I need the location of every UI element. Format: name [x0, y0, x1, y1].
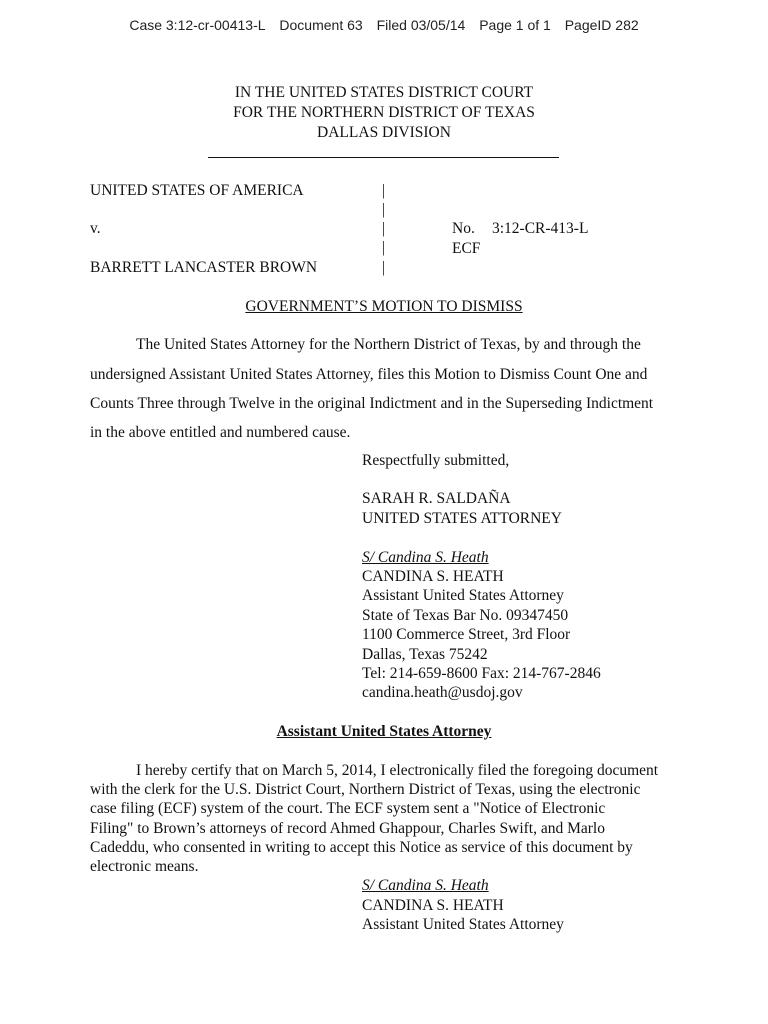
certificate-signature: S/ Candina S. Heath: [362, 877, 489, 894]
signer-name: CANDINA S. HEATH: [362, 568, 504, 585]
court-name-line2: FOR THE NORTHERN DISTRICT OF TEXAS: [233, 104, 535, 121]
filing-header: [0, 17, 768, 33]
filed-date-stamp: Filed 03/05/14: [376, 17, 466, 33]
signer-title: Assistant United States Attorney: [362, 587, 564, 604]
caption-separator: |: [382, 201, 386, 218]
closing: Respectfully submitted,: [362, 452, 510, 469]
page-id-stamp: PageID 282: [564, 17, 639, 33]
caption-separator: |: [382, 182, 386, 199]
us-attorney-name: SARAH R. SALDAÑA: [362, 490, 511, 507]
case-number: 3:12-CR-413-L: [492, 220, 589, 237]
certificate-body-line: I hereby certify that on March 5, 2014, I electronically filed the foregoing document: [136, 762, 659, 779]
caption-plaintiff: UNITED STATES OF AMERICA: [90, 182, 304, 199]
motion-body-line: undersigned Assistant United States Attorney, files this Motion to Dismiss Count One and: [90, 366, 648, 383]
certificate-body-line: case filing (ECF) system of the court. The ECF system sent a "Notice of Electronic: [90, 800, 606, 817]
caption-separator: |: [382, 239, 386, 256]
certificate-body-line: Cadeddu, who consented in writing to accept this Notice as service of this document by: [90, 839, 633, 856]
certificate-signer-name: CANDINA S. HEATH: [362, 897, 504, 914]
case-number-label: No.: [452, 220, 475, 237]
certificate-body-line: Filing" to Brown’s attorneys of record Ahmed Ghappour, Charles Swift, and Marlo: [90, 820, 605, 837]
ecf-label: ECF: [452, 240, 481, 257]
caption-separator: |: [382, 259, 386, 276]
us-attorney-title: UNITED STATES ATTORNEY: [362, 510, 562, 527]
caption-versus: v.: [90, 220, 101, 237]
motion-body-line: Counts Three through Twelve in the original Indictment and in the Superseding Indictment: [90, 395, 654, 412]
motion-body-line: The United States Attorney for the Northern District of Texas, by and through the: [136, 336, 641, 353]
caption-separator: |: [382, 220, 386, 237]
motion-body-line: in the above entitled and numbered cause.: [90, 424, 351, 441]
address-line2: Dallas, Texas 75242: [362, 646, 488, 663]
certificate-title: Assistant United States Attorney: [276, 723, 492, 740]
email: candina.heath@usdoj.gov: [362, 684, 523, 701]
motion-title: GOVERNMENT’S MOTION TO DISMISS: [245, 298, 523, 315]
court-division: DALLAS DIVISION: [317, 124, 451, 141]
page-count-stamp: Page 1 of 1: [479, 17, 551, 33]
bar-number: State of Texas Bar No. 09347450: [362, 607, 569, 624]
caption-defendant: BARRETT LANCASTER BROWN: [90, 259, 318, 276]
certificate-body-line: electronic means.: [90, 858, 199, 875]
certificate-body-line: with the clerk for the U.S. District Court, Northern District of Texas, using the electronic: [90, 781, 641, 798]
court-name-line1: IN THE UNITED STATES DISTRICT COURT: [234, 84, 534, 101]
electronic-signature: S/ Candina S. Heath: [362, 549, 489, 566]
case-number-stamp: Case 3:12-cr-00413-L: [129, 17, 266, 33]
heading-divider: [208, 157, 559, 158]
document-number-stamp: Document 63: [279, 17, 363, 33]
address-line1: 1100 Commerce Street, 3rd Floor: [362, 626, 571, 643]
certificate-signer-title: Assistant United States Attorney: [362, 916, 564, 933]
phone-fax: Tel: 214-659-8600 Fax: 214-767-2846: [362, 665, 601, 682]
